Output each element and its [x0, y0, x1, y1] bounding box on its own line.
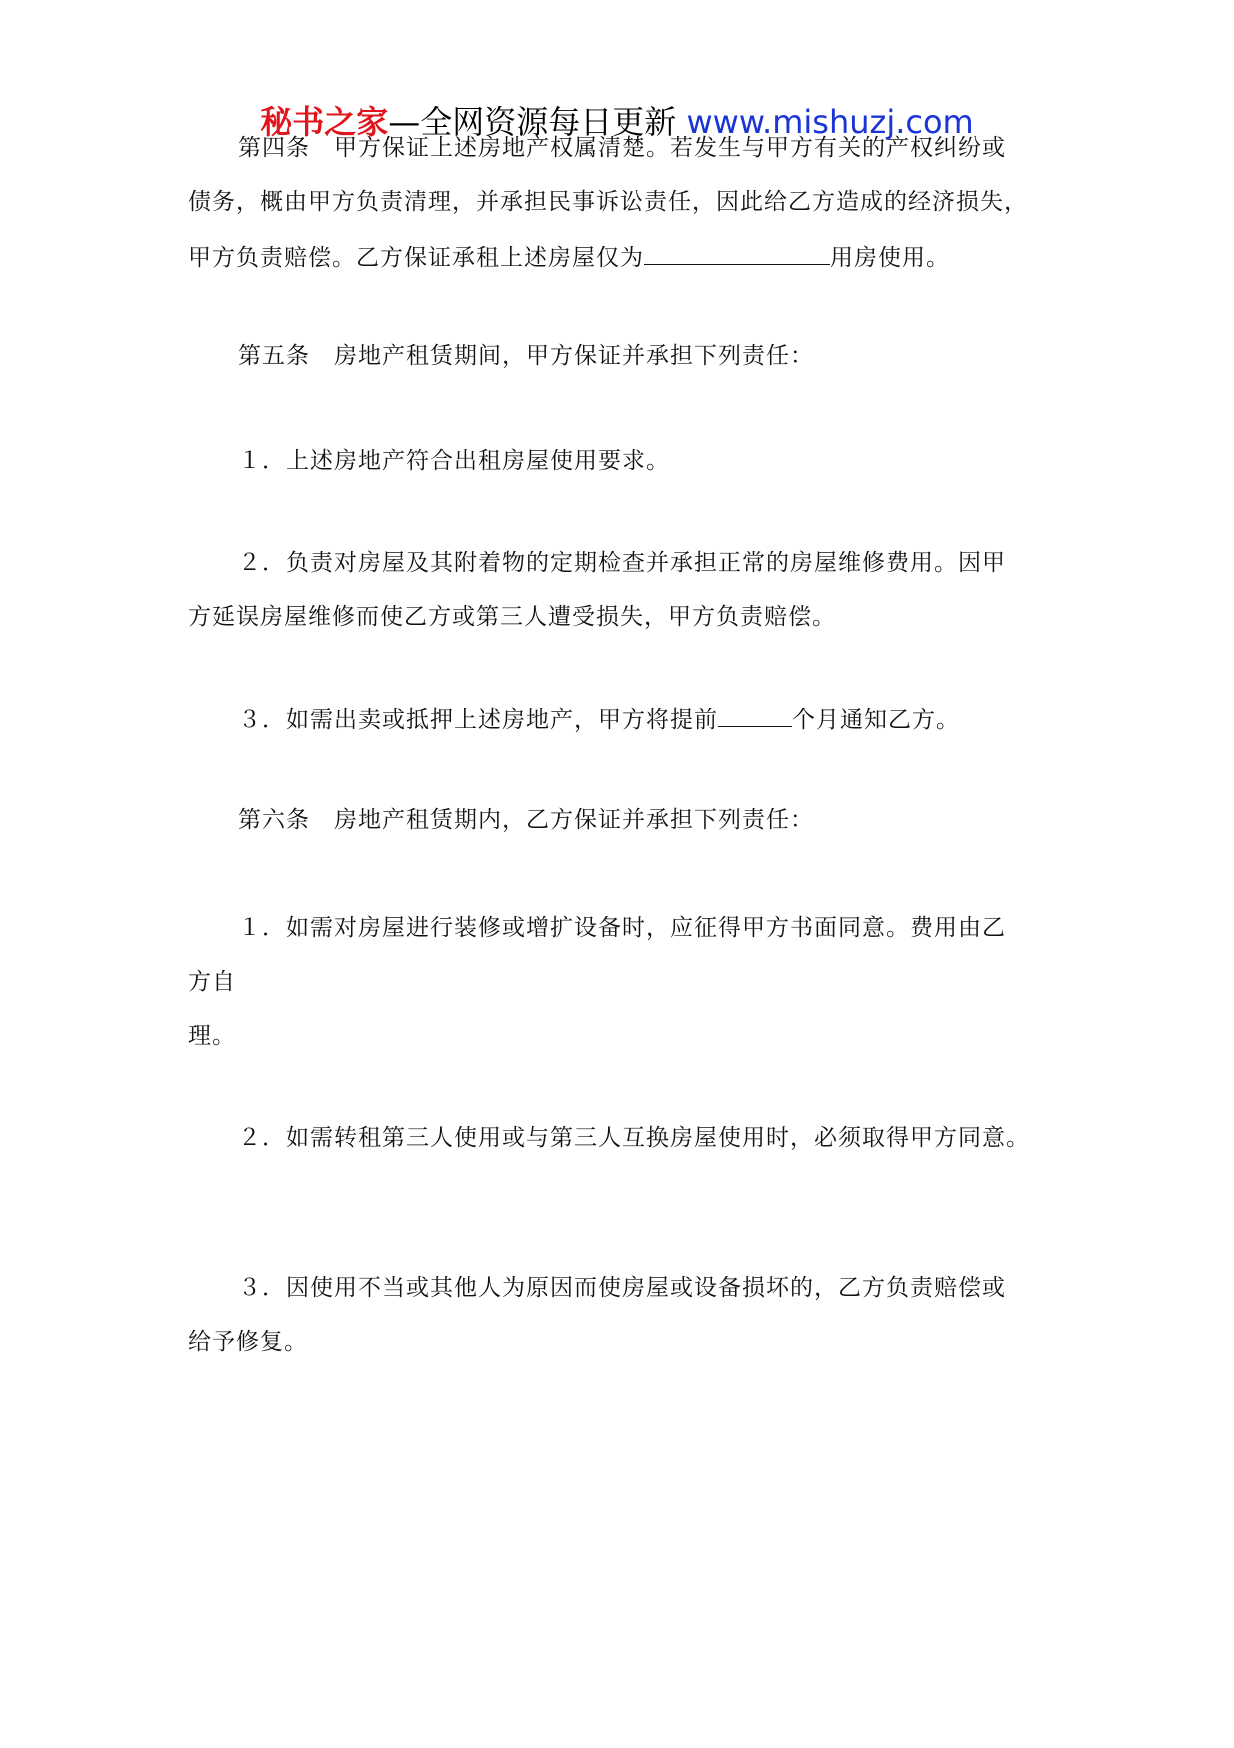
site-brand: 秘书之家	[260, 103, 389, 141]
article4-line2: 债务，概由甲方负责清理，并承担民事诉讼责任，因此给乙方造成的经济损失，	[188, 189, 1028, 215]
article5-item1: １．上述房地产符合出租房屋使用要求。	[238, 448, 670, 474]
months-blank	[718, 702, 792, 727]
article6-title: 第六条 房地产租赁期内，乙方保证并承担下列责任：	[238, 807, 814, 833]
article6-item3-line2: 给予修复。	[188, 1329, 308, 1355]
article5-item3	[238, 702, 960, 736]
article5-item2-line1: ２．负责对房屋及其附着物的定期检查并承担正常的房屋维修费用。因甲	[238, 550, 1006, 576]
article4-line3	[188, 240, 950, 274]
article6-item3-line1: ３．因使用不当或其他人为原因而使房屋或设备损坏的，乙方负责赔偿或	[238, 1275, 1006, 1301]
article5-item3-after: 个月通知乙方。	[792, 707, 960, 733]
article4-line3-after: 用房使用。	[830, 245, 950, 271]
article6-item1-line2: 方自	[188, 969, 236, 995]
usage-blank	[644, 240, 830, 265]
article5-item3-before: ３．如需出卖或抵押上述房地产，甲方将提前	[238, 707, 718, 733]
article4-line1: 第四条 甲方保证上述房地产权属清楚。若发生与甲方有关的产权纠纷或	[238, 135, 1006, 161]
article6-item2: ２．如需转租第三人使用或与第三人互换房屋使用时，必须取得甲方同意。	[238, 1125, 1030, 1151]
article5-title: 第五条 房地产租赁期间，甲方保证并承担下列责任：	[238, 343, 814, 369]
site-url[interactable]: www.mishuzj.com	[686, 103, 974, 141]
site-tagline: —全网资源每日更新	[388, 103, 687, 141]
article4-line3-before: 甲方负责赔偿。乙方保证承租上述房屋仅为	[188, 245, 644, 271]
article6-item1-line1: １．如需对房屋进行装修或增扩设备时，应征得甲方书面同意。费用由乙	[238, 915, 1006, 941]
article5-item2-line2: 方延误房屋维修而使乙方或第三人遭受损失，甲方负责赔偿。	[188, 604, 836, 630]
article6-item1-line3: 理。	[188, 1023, 236, 1049]
